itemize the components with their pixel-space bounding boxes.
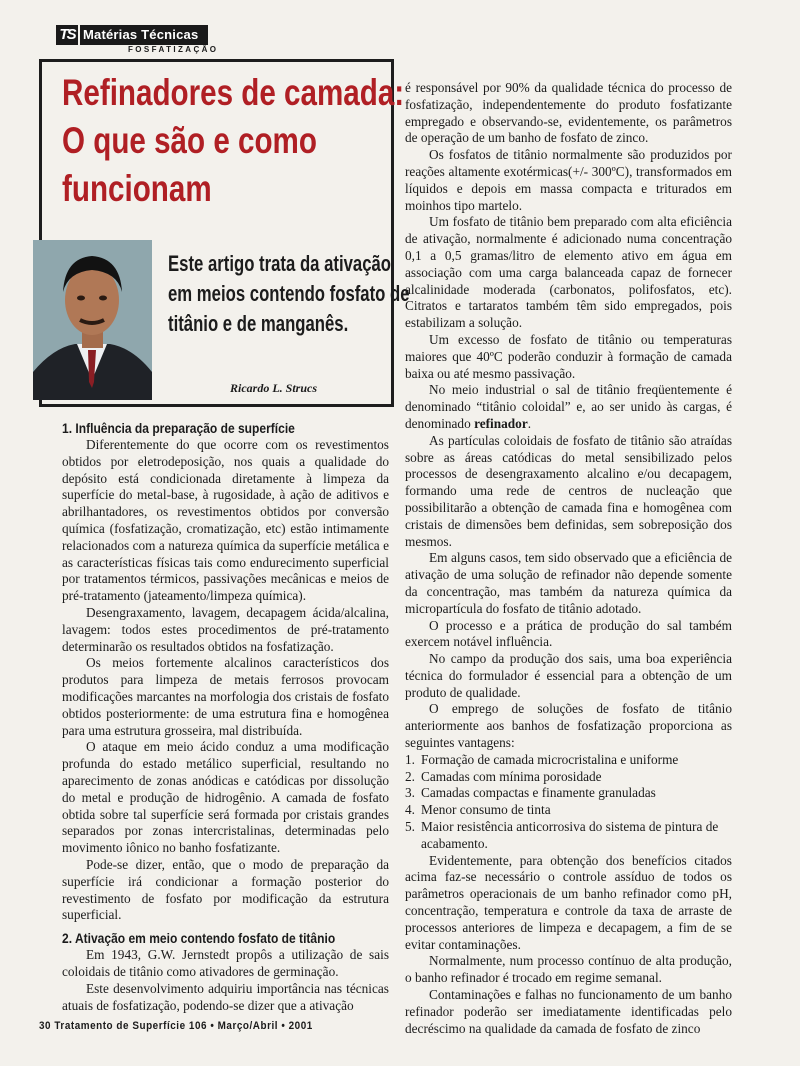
section-heading: 2. Ativação em meio contendo fosfato de titânio xyxy=(62,930,336,947)
list-number: 4. xyxy=(405,802,415,818)
bold-term: refinador xyxy=(474,415,528,431)
title-line: Refinadores de camada: xyxy=(62,72,405,113)
paragraph: Este desenvolvimento adquiriu importância nas técnicas atuais de fosfatização, podendo-se dizer que a ativação xyxy=(62,980,389,1013)
paragraph: é responsável por 90% da qualidade técnica do processo de fosfatização, independentemente do produto fosfatizante empregado e observando-se, evidentemente, os parâmetros de operação de um banho de fosfato de zinco. xyxy=(405,80,732,146)
paragraph: Diferentemente do que ocorre com os revestimentos obtidos por eletrodeposição, nos quais a qualidade do depósito está condicionada diretamente à limpeza da superfície do metal-base, à rugosidade, à ação de aditivos e abrilhantadores, os revestimentos obtidos por conversão química (fosfatização, cromatização, etc) estão intimamente relacionados com a natureza química da superfície metálica e as características físicas tais como endurecimento superficial por tratamentos térmicos, passivações mecânicas e meios de pré-tratamento (jateamento/limpeza química). xyxy=(62,437,389,604)
author-name: Ricardo L. Strucs xyxy=(230,381,318,395)
paragraph: O processo e a prática de produção do sal também exercem notável influência. xyxy=(405,617,732,650)
list-item xyxy=(405,769,732,786)
title-line: funcionam xyxy=(62,168,212,209)
article-title xyxy=(62,69,405,213)
list-item xyxy=(405,802,732,819)
paragraph: Contaminações e falhas no funcionamento de um banho refinador poderão ser imediatamente identificadas pelo decréscimo na qualidade da camada de fosfato de zinco xyxy=(405,987,732,1036)
paragraph: No campo da produção dos sais, uma boa experiência técnica do formulador é essencial para a obtenção de um produto de qualidade. xyxy=(405,651,732,700)
list-item xyxy=(405,785,732,802)
paragraph: Pode-se dizer, então, que o modo de preparação da superfície irá condicionar a formação posterior do revestimento de fosfato por modificação da estrutura superficial. xyxy=(62,856,389,923)
paragraph: Em alguns casos, tem sido observado que a eficiência de ativação de uma solução de refinador não depende somente da concentração, mas também da natureza química da micropartícula do fosfato de titânio adotado. xyxy=(405,550,732,616)
list-text: Maior resistência anticorrosiva do sistema de pintura de acabamento. xyxy=(421,819,719,851)
author-portrait-image xyxy=(33,240,152,400)
list-item xyxy=(405,819,732,853)
list-text: Formação de camada microcristalina e uniforme xyxy=(421,751,679,767)
section-heading: 1. Influência da preparação de superfície xyxy=(62,420,295,436)
article-lead xyxy=(168,250,410,340)
advantages-list xyxy=(405,752,732,853)
subsection-label: FOSFATIZAÇÃO xyxy=(128,45,219,54)
section-label: Matérias Técnicas xyxy=(80,25,208,45)
list-text: Camadas compactas e finamente granuladas xyxy=(421,785,656,801)
lead-line: titânio e de manganês. xyxy=(168,311,349,336)
list-item xyxy=(405,752,732,769)
lead-line: em meios contendo fosfato de xyxy=(168,281,410,306)
list-text: Menor consumo de tinta xyxy=(421,802,551,818)
author-photo xyxy=(33,240,152,400)
paragraph: Os fosfatos de titânio normalmente são produzidos por reações altamente exotérmicas(+/- 300ºC), transformados em líquidos e depois em massa compacta e triturados em moinhos tipo martelo. xyxy=(405,147,732,213)
paragraph: Normalmente, num processo contínuo de alta produção, o banho refinador é trocado em regime semanal. xyxy=(405,953,732,986)
title-line: O que são e como xyxy=(62,120,317,161)
paragraph: Um excesso de fosfato de titânio ou temperaturas maiores que 40ºC poderão conduzir à formação de camada baixa ou até mesmo passivação. xyxy=(405,331,732,381)
paragraph: As partículas coloidais de fosfato de titânio são atraídas sobre as áreas catódicas do metal sensibilizado pelos processos de desengraxamento alcalino e/ou decapagem, formando uma rede de centros de nucleação que possibilitarão a obtenção de camada fina e homogênea com cristais de dimensões bem definidas, sem sobreposição dos mesmos. xyxy=(405,432,732,549)
paragraph: O ataque em meio ácido conduz a uma modificação profunda do estado metálico superficial, resultando no aparecimento de zonas anódicas e catódicas por dissolução do metal e produção de hidrogênio. A camada de fosfato obtida sobre tal superfície será formada por cristais grandes separados por zonas intercristalinas, determinadas pelo movimento iônico no banho fosfatizante. xyxy=(62,739,389,856)
list-number: 2. xyxy=(405,768,415,784)
paragraph-text: No meio industrial o sal de titânio freqüentemente é denominado “titânio coloidal” e, ao ser unido às cargas, é denominado xyxy=(405,382,732,431)
paragraph: Os meios fortemente alcalinos característicos dos produtos para limpeza de metais ferrosos provocam modificações marcantes na morfologia dos cristais de fosfato obtidos posteriormente: de uma estrutura fina e homogênea para uma estrutura grosseira, mal distribuída. xyxy=(62,655,389,738)
paragraph: Um fosfato de titânio bem preparado com alta eficiência de ativação, normalmente é adicionado numa concentração 0,1 a 0,5 gramas/litro de elemento ativo em água em associação com uma carga balanceada capaz de fornecer alcalinidade moderada (carbonatos, polifosfatos, etc). Citratos e tartaratos também têm sido empregados, pois estabilizam a solução. xyxy=(405,214,732,331)
paragraph: Desengraxamento, lavagem, decapagem ácida/alcalina, lavagem: todos estes procedimentos de pré-tratamento determinarão os resultados obtidos na fosfatização. xyxy=(62,604,389,654)
list-number: 3. xyxy=(405,785,415,801)
paragraph xyxy=(405,382,732,432)
list-text: Camadas com mínima porosidade xyxy=(421,768,602,784)
paragraph: Evidentemente, para obtenção dos benefícios citados acima faz-se necessário o controle assíduo de todos os parâmetros operacionais de um banho refinador como pH, concentração, temperatura e controle da taxa de arraste de processos anteriores de limpeza e decapagem, a fim de se evitar contaminações. xyxy=(405,852,732,952)
right-column xyxy=(405,80,732,1037)
paragraph: O emprego de soluções de fosfato de titânio anteriormente aos banhos de fosfatização proporciona as seguintes vantagens: xyxy=(405,701,732,751)
paragraph: Em 1943, G.W. Jernstedt propôs a utilização de sais coloidais de titânio como ativadores de germinação. xyxy=(62,947,389,979)
left-column xyxy=(62,420,389,1014)
lead-line: Este artigo trata da ativação xyxy=(168,251,392,276)
list-number: 5. xyxy=(405,819,415,835)
list-number: 1. xyxy=(405,751,415,767)
paragraph-text: . xyxy=(527,415,532,431)
magazine-logo: TS xyxy=(56,25,78,45)
page-footer: 30 Tratamento de Superfície 106 • Março/Abril • 2001 xyxy=(39,1020,313,1032)
